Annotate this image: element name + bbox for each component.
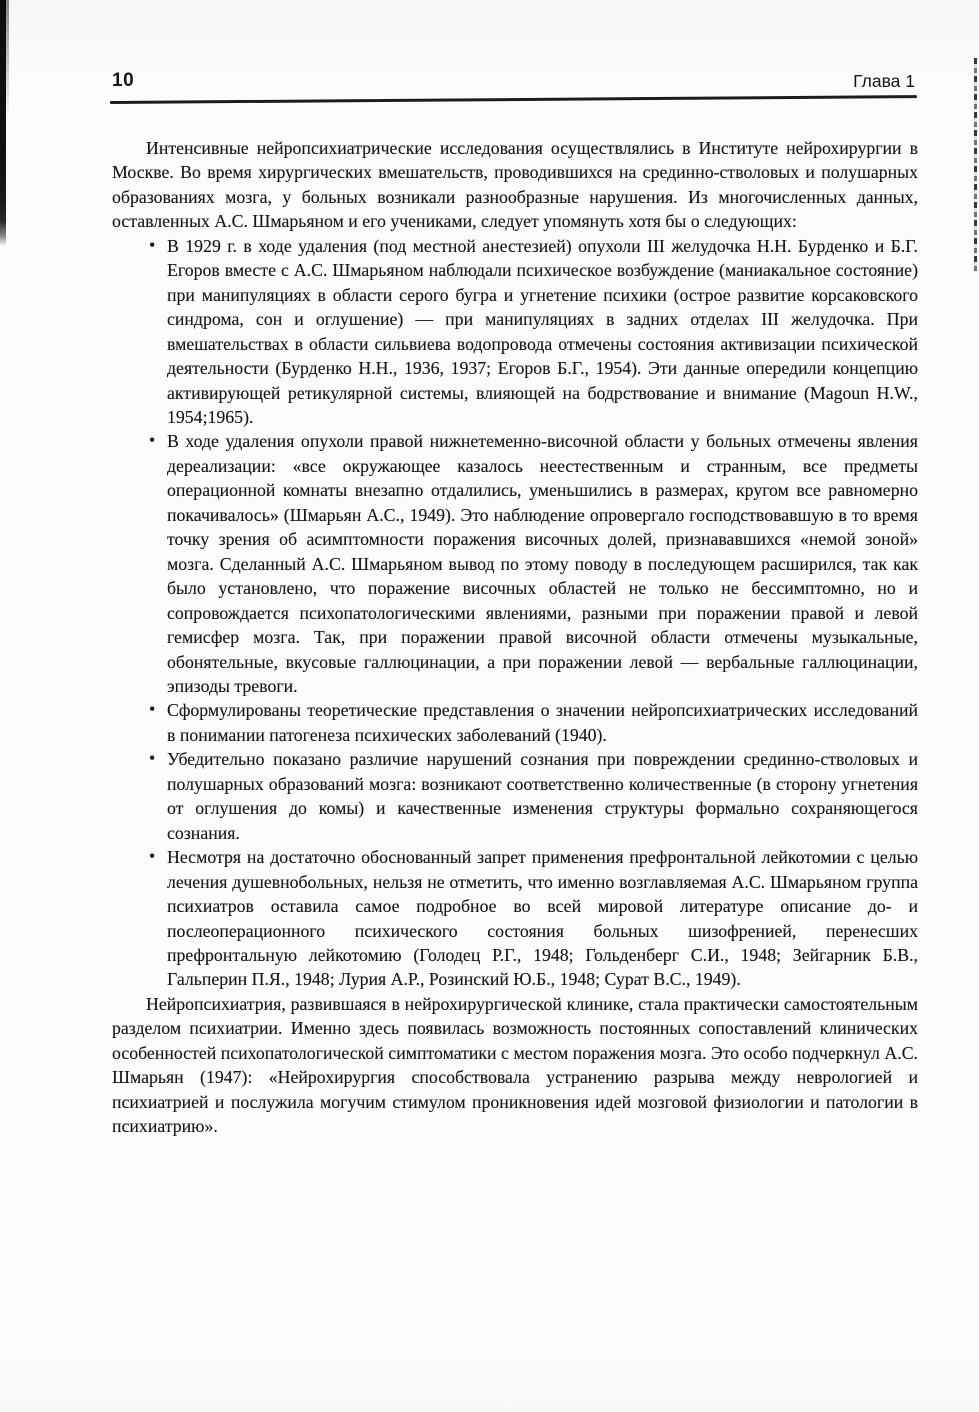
list-item [112, 845, 918, 992]
list-item-text: Сформулированы теоретические представления о значении нейропсихиатрических исследований в понимании патогенеза психических заболеваний (1940). [167, 700, 918, 745]
page-number: 10 [112, 70, 135, 91]
scan-edge-artifact-left-shadow [6, 0, 9, 120]
page-body [112, 136, 918, 1139]
running-head-chapter: Глава 1 [853, 71, 915, 91]
list-item [112, 234, 918, 430]
list-item [112, 747, 918, 845]
closing-paragraph: Нейропсихиатрия, развившаяся в нейрохирургической клинике, стала практически самостоятельным разделом психиатрии. Именно здесь появилась возможность постоянных сопоставлений клинических особенностей психопатологической симптоматики с местом поражения мозга. Это особо подчеркнул А.С. Шмарьян (1947): «Нейрохирургия способствовала устранению разрыва между неврологией и психиатрией и послужила могучим стимулом проникновения идей мозговой физиологии и патологии в психиатрию». [112, 993, 918, 1137]
bullet-icon: • [149, 748, 156, 769]
list-item-text: В ходе удаления опухоли правой нижнетеменно-височной области у больных отмечены явления дереализации: «все окружающее казалось неестественным и странным, все предметы операционной комнаты внезапно отдалились, уменьшились в размерах, кругом все равномерно покачивалось» (Шмарьян А.С., 1949). Это наблюдение опровергало господствовавшую в то время точку зрения об асимптомности поражения височных долей, признававшихся «немой зоной» мозга. Сделанный А.С. Шмарьяном вывод по этому поводу в последующем расширился, так как было установлено, что поражение височных областей не только не бессимптомно, но и сопровождается психопатологическими явлениями, разными при поражении правой и левой гемисфер мозга. Так, при поражении правой височной области отмечены музыкальные, обонятельные, вкусовые галлюцинации, а при поражении левой — вербальные галлюцинации, эпизоды тревоги. [167, 431, 918, 696]
page-header [112, 70, 917, 92]
bullet-icon: • [149, 430, 156, 451]
bullet-list [112, 234, 918, 992]
list-item [112, 698, 918, 747]
list-item [112, 429, 918, 698]
list-item-text: Несмотря на достаточно обоснованный запрет применения префронтальной лейкотомии с целью лечения душевнобольных, нельзя не отметить, что именно возглавляемая А.С. Шмарьяном группа психиатров оставила самое подробное во всей мировой литературе описание до- и послеоперационного психического состояния больных шизофренией, перенесших префронтальную лейкотомию (Голодец Р.Г., 1948; Гольденберг С.И., 1948; Зейгарник Б.В., Гальперин П.Я., 1948; Лурия А.Р., Розинский Ю.Б., 1948; Сурат В.С., 1949). [167, 847, 918, 990]
header-rule [110, 95, 917, 104]
intro-paragraph: Интенсивные нейропсихиатрические исследования осуществлялись в Институте нейрохирургии в Москве. Во время хирургических вмешательств, проводившихся на срединно-стволовых и полушарных образованиях мозга, у больных возникали разнообразные нарушения. Из многочисленных данных, оставленных А.С. Шмарьяном и его учениками, следует упомянуть хотя бы о следующих: [112, 138, 918, 232]
bullet-icon: • [149, 846, 156, 867]
scan-edge-artifact-right [974, 58, 977, 272]
bullet-icon: • [149, 699, 156, 720]
list-item-text: Убедительно показано различие нарушений сознания при повреждении срединно-стволовых и полушарных образований мозга: возникают соответственно количественные (в сторону угнетения от оглушения до комы) и качественные изменения структуры формально сохраняющегося сознания. [167, 749, 918, 843]
bullet-icon: • [149, 234, 156, 255]
list-item-text: В 1929 г. в ходе удаления (под местной анестезией) опухоли III желудочка Н.Н. Бурденко и Б.Г. Егоров вместе с А.С. Шмарьяном наблюдали психическое возбуждение (маниакальное состояние) при манипуляциях в области серого бугра и угнетение психики (острое развитие корсаковского синдрома, сон и оглушение) — при манипуляциях в задних отделах III желудочка. При вмешательствах в области сильвиева водопровода отмечены состояния активизации психической деятельности (Бурденко Н.Н., 1936, 1937; Егоров Б.Г., 1954). Эти данные опередили концепцию активирующей ретикулярной системы, влияющей на бодрствование и внимание (Magoun H.W., 1954;1965). [167, 235, 918, 427]
